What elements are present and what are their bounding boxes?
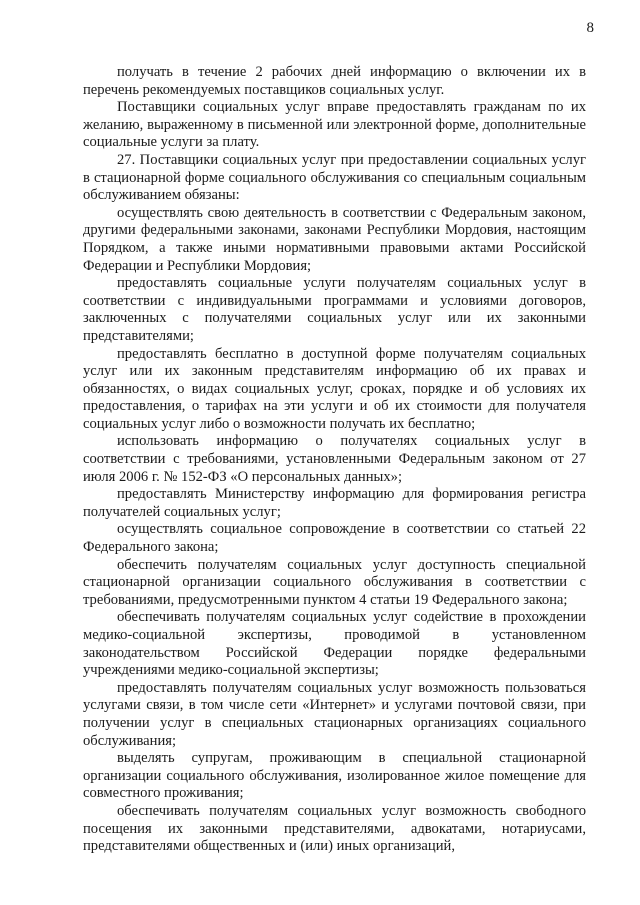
document-body <box>83 64 586 856</box>
paragraph-6: предоставлять бесплатно в доступной форме получателям социальных услуг или их законным представителям информацию об их правах и обязанностях, о видах социальных услуг, сроках, порядке и об условиях их предоставления, о тарифах на эти услуги и об их стоимости для получателя социальных услуг либо о возможности получать их бесплатно; <box>83 345 586 432</box>
paragraph-10: обеспечить получателям социальных услуг доступность специальной стационарной организации социального обслуживания в соответствии с требованиями, предусмотренными пунктом 4 статьи 19 Федерального закона; <box>83 556 586 608</box>
page-number: 8 <box>586 20 594 36</box>
paragraph-5: предоставлять социальные услуги получателям социальных услуг в соответствии с индивидуальными программами и условиями договоров, заключенных с получателями социальных услуг или их законными представителями; <box>83 275 586 344</box>
paragraph-3: 27. Поставщики социальных услуг при предоставлении социальных услуг в стационарной форме социального обслуживания со специальным социальным обслуживанием обязаны: <box>83 151 586 204</box>
paragraph-12: предоставлять получателям социальных услуг возможность пользоваться услугами связи, в том числе сети «Интернет» и услугами почтовой связи, при получении услуг в специальных стационарных организациях социального обслуживания; <box>83 679 586 749</box>
paragraph-4: осуществлять свою деятельность в соответствии с Федеральным законом, другими федеральными законами, законами Республики Мордовия, настоящим Порядком, а также иными нормативными правовыми актами Российской Федерации и Республики Мордовия; <box>83 204 586 274</box>
paragraph-9: осуществлять социальное сопровождение в соответствии со статьей 22 Федерального закона; <box>83 521 586 556</box>
paragraph-8: предоставлять Министерству информацию для формирования регистра получателей социальных услуг; <box>83 486 586 520</box>
paragraph-1: получать в течение 2 рабочих дней информацию о включении их в перечень рекомендуемых поставщиков социальных услуг. <box>83 64 586 98</box>
paragraph-14: обеспечивать получателям социальных услуг возможность свободного посещения их законными представителями, адвокатами, нотариусами, представителями общественных и (или) иных организаций, <box>83 802 586 855</box>
paragraph-2: Поставщики социальных услуг вправе предоставлять гражданам по их желанию, выраженному в письменной или электронной форме, дополнительные социальные услуги за плату. <box>83 99 586 151</box>
paragraph-11: обеспечивать получателям социальных услуг содействие в прохождении медико-социальной экспертизы, проводимой в установленном законодательством Российской Федерации порядке федеральными учреждениями медико-социальной экспертизы; <box>83 609 586 679</box>
paragraph-13: выделять супругам, проживающим в специальной стационарной организации социального обслуживания, изолированное жилое помещение для совместного проживания; <box>83 750 586 802</box>
paragraph-7: использовать информацию о получателях социальных услуг в соответствии с требованиями, установленными Федеральным законом от 27 июля 2006 г. № 152-ФЗ «О персональных данных»; <box>83 433 586 485</box>
